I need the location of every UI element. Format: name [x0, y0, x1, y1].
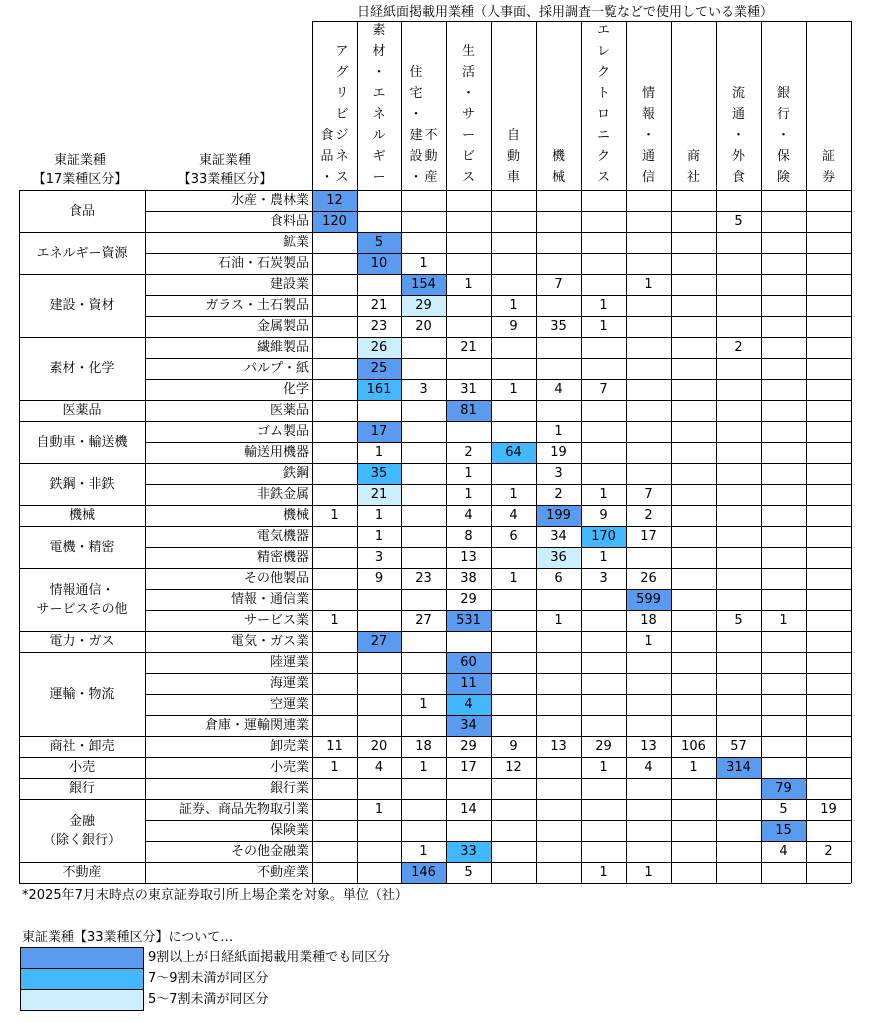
value-cell: 4	[779, 844, 788, 859]
value-cell: 106	[681, 739, 706, 754]
group-17-label	[19, 400, 145, 421]
industry-33-name: 空運業	[269, 697, 309, 712]
industry-33-name: 鉱業	[282, 235, 309, 250]
value-cell: 11	[326, 739, 343, 754]
value-cell: 36	[550, 550, 567, 565]
value-cell: 5	[779, 802, 788, 817]
header-17-title: 東証業種	[53, 153, 106, 168]
legend-title: 東証業種【33業種区分】について…	[22, 930, 234, 945]
industry-33-name: 非鉄金属	[256, 487, 309, 502]
value-cell: 1	[330, 760, 339, 775]
value-cell: 1	[419, 697, 428, 712]
value-cell: 27	[415, 613, 432, 628]
value-cell: 1	[599, 298, 608, 313]
group-17-label	[19, 652, 145, 736]
value-cell: 1	[419, 256, 428, 271]
value-cell: 29	[595, 739, 612, 754]
group-17-label	[19, 568, 145, 631]
group-17-label	[19, 862, 145, 883]
value-cell: 1	[330, 508, 339, 523]
footnote: *2025年7月末時点の東京証券取引所上場企業を対象。単位（社）	[22, 888, 408, 903]
value-cell: 199	[546, 508, 571, 523]
group-17-label-line: 電機・精密	[49, 539, 115, 555]
value-cell: 34	[460, 718, 477, 733]
column-header-trading	[671, 21, 716, 188]
value-cell: 1	[779, 613, 788, 628]
group-17-label-line: 自動車・輸送機	[36, 434, 128, 450]
industry-33-name: 保険業	[269, 823, 309, 838]
industry-33-name: 金属製品	[256, 319, 309, 334]
industry-33-name: 電気機器	[256, 529, 309, 544]
value-cell: 1	[374, 445, 384, 460]
group-17-label-line: 建設・資材	[49, 298, 115, 313]
column-header-line: 住 宅 ・ 建 設 ・	[409, 65, 423, 185]
value-cell: 13	[460, 550, 477, 565]
column-header-line: 証 券	[821, 149, 835, 185]
industry-33-name: 食料品	[269, 214, 309, 229]
column-header-agri	[312, 21, 357, 188]
value-cell: 5	[464, 865, 473, 880]
column-header-auto	[491, 21, 536, 188]
value-cell: 120	[322, 214, 347, 229]
value-cell: 1	[599, 319, 608, 334]
value-cell: 1	[509, 298, 518, 313]
industry-33-name: ガラス・土石製品	[205, 298, 309, 313]
column-header-line: エ レ ク ト ロ ニ ク ス	[596, 23, 610, 185]
industry-33-name: 鉄鋼	[282, 466, 309, 481]
value-cell: 17	[370, 424, 388, 439]
industry-33-name: ゴム製品	[256, 424, 309, 439]
value-cell: 1	[419, 844, 428, 859]
group-17-label-line: 電力・ガス	[49, 634, 115, 649]
header-33-subtitle: 【33業種区分】	[177, 172, 273, 187]
industry-33-name: 輸送用機器	[243, 445, 309, 460]
value-cell: 60	[460, 655, 477, 670]
value-cell: 15	[775, 823, 792, 838]
group-17-label-line: 運輸・物流	[49, 686, 115, 702]
value-cell: 1	[554, 613, 563, 628]
value-cell: 33	[460, 844, 477, 859]
group-17-label	[19, 505, 145, 526]
value-cell: 17	[460, 760, 477, 775]
group-17-label-line: 食品	[68, 203, 95, 219]
column-header-line: 素 材 ・ エ ネ ル ギ ー	[372, 23, 386, 185]
group-17-label-line: 素材・化学	[49, 361, 115, 376]
value-cell: 1	[374, 508, 384, 523]
industry-33-name: その他金融業	[230, 844, 309, 859]
value-cell: 4	[464, 697, 473, 712]
header-33-title: 東証業種	[198, 153, 251, 168]
value-cell: 2	[824, 844, 833, 859]
table-title: 日経紙面掲載用業種（人事面、採用調査一覧などで使用している業種）	[357, 5, 774, 20]
column-header-line: 自 動 車	[506, 128, 520, 185]
column-header-material	[357, 21, 401, 188]
value-cell: 599	[636, 592, 661, 607]
industry-33-name: 石油・石炭製品	[217, 256, 309, 271]
group-17-label-line: 鉄鋼・非鉄	[49, 476, 115, 492]
group-17-label-line: 情報通信・	[49, 582, 115, 598]
value-cell: 4	[509, 508, 518, 523]
value-cell: 6	[554, 571, 563, 586]
value-cell: 1	[599, 865, 608, 880]
value-cell: 2	[554, 487, 563, 502]
value-cell: 35	[370, 466, 388, 481]
value-cell: 4	[374, 760, 384, 775]
group-17-label-line: 小売	[68, 760, 95, 775]
value-cell: 2	[464, 445, 473, 460]
group-17-label	[19, 274, 145, 337]
legend-label-90: 9割以上が日経紙面掲載用業種でも同区分	[148, 950, 391, 965]
value-cell: 1	[464, 466, 473, 481]
value-cell: 7	[644, 487, 653, 502]
value-cell: 38	[460, 571, 477, 586]
value-cell: 1	[419, 760, 428, 775]
group-17-label-line: 不動産	[62, 865, 102, 880]
group-17-label	[19, 337, 145, 400]
industry-33-name: 水産・農林業	[230, 193, 309, 208]
group-17-label-line: 銀行	[68, 781, 95, 796]
value-cell: 19	[550, 445, 567, 460]
industry-33-name: 証券、商品先物取引業	[178, 802, 309, 817]
column-header-line: 食 品 ・	[320, 128, 334, 185]
value-cell: 35	[550, 319, 567, 334]
value-cell: 4	[644, 760, 653, 775]
group-17-label	[19, 631, 145, 652]
column-header-housing	[401, 21, 446, 188]
industry-33-name: 繊維製品	[256, 340, 309, 355]
value-cell: 1	[644, 634, 653, 649]
value-cell: 2	[734, 340, 743, 355]
value-cell: 1	[599, 550, 608, 565]
legend-swatch-50	[20, 989, 144, 1011]
industry-33-name: 電気・ガス業	[230, 634, 309, 649]
value-cell: 1	[464, 277, 473, 292]
value-cell: 12	[505, 760, 522, 775]
value-cell: 20	[370, 739, 388, 754]
value-cell: 170	[591, 529, 616, 544]
value-cell: 79	[775, 781, 792, 796]
value-cell: 18	[415, 739, 432, 754]
value-cell: 25	[370, 361, 388, 376]
group-17-label	[19, 799, 145, 862]
industry-33-name: 卸売業	[269, 739, 309, 754]
industry-33-name: 情報・通信業	[230, 592, 309, 607]
value-cell: 1	[599, 487, 608, 502]
value-cell: 9	[599, 508, 608, 523]
value-cell: 7	[599, 382, 608, 397]
value-cell: 146	[411, 865, 436, 880]
group-17-label	[19, 526, 145, 568]
column-header-line: 商 社	[686, 149, 700, 185]
value-cell: 13	[550, 739, 567, 754]
legend-swatch-70	[20, 968, 144, 990]
value-cell: 154	[411, 277, 436, 292]
column-header-line: 情 報 ・ 通 信	[641, 86, 655, 185]
value-cell: 27	[370, 634, 388, 649]
group-17-label-line: 金融	[68, 813, 95, 829]
group-17-label	[19, 778, 145, 799]
group-17-label-line: 商社・卸売	[49, 739, 115, 754]
group-17-label	[19, 421, 145, 463]
value-cell: 18	[640, 613, 657, 628]
value-cell: 1	[509, 571, 518, 586]
value-cell: 9	[509, 319, 518, 334]
industry-33-name: 化学	[282, 382, 309, 397]
industry-33-name: 陸運業	[269, 655, 309, 670]
group-17-label	[19, 736, 145, 757]
column-header-retail	[716, 21, 761, 188]
group-17-label-line: 医薬品	[62, 403, 102, 418]
value-cell: 14	[460, 802, 477, 817]
value-cell: 1	[464, 487, 473, 502]
value-cell: 1	[374, 529, 384, 544]
group-17-label-line: エネルギー資源	[36, 245, 128, 261]
column-header-info	[626, 21, 671, 188]
industry-33-name: 機械	[282, 508, 309, 523]
header-17-category	[20, 151, 140, 189]
industry-33-name: パルプ・紙	[243, 361, 309, 376]
value-cell: 1	[509, 487, 518, 502]
group-17-label-line: サービスその他	[36, 601, 128, 617]
value-cell: 161	[366, 382, 392, 397]
value-cell: 1	[599, 760, 608, 775]
value-cell: 17	[640, 529, 657, 544]
value-cell: 5	[374, 235, 384, 250]
industry-33-name: 精密機器	[256, 550, 309, 565]
industry-33-name: 倉庫・運輸関連業	[204, 718, 309, 733]
value-cell: 1	[644, 865, 653, 880]
column-header-line: 銀 行 ・ 保 険	[776, 86, 790, 185]
column-header-sec	[806, 21, 851, 188]
column-header-line: 生 活 ・ サ ー ビ ス	[461, 44, 475, 185]
value-cell: 19	[820, 802, 837, 817]
value-cell: 3	[599, 571, 608, 586]
legend-swatch-90	[20, 947, 144, 969]
value-cell: 57	[730, 739, 747, 754]
value-cell: 12	[326, 193, 343, 208]
value-cell: 314	[726, 760, 751, 775]
header-17-subtitle: 【17業種区分】	[32, 172, 128, 187]
value-cell: 13	[640, 739, 657, 754]
column-header-line: ア グ リ ビ ジ ネ ス	[335, 44, 349, 185]
industry-33-name: 海運業	[269, 676, 309, 691]
value-cell: 1	[330, 613, 339, 628]
value-cell: 1	[509, 382, 518, 397]
value-cell: 26	[640, 571, 657, 586]
industry-33-name: 建設業	[269, 277, 309, 292]
value-cell: 7	[554, 277, 563, 292]
group-17-label	[19, 190, 145, 232]
value-cell: 1	[689, 760, 698, 775]
value-cell: 21	[370, 298, 388, 313]
header-33-category	[165, 151, 285, 189]
value-cell: 1	[554, 424, 563, 439]
column-header-machine	[536, 21, 581, 188]
industry-33-name: 医薬品	[269, 403, 309, 418]
value-cell: 23	[415, 571, 432, 586]
value-cell: 3	[554, 466, 563, 481]
value-cell: 5	[734, 214, 743, 229]
value-cell: 4	[464, 508, 473, 523]
value-cell: 3	[419, 382, 428, 397]
value-cell: 4	[554, 382, 563, 397]
group-17-label	[19, 463, 145, 505]
value-cell: 8	[464, 529, 473, 544]
value-cell: 3	[374, 550, 384, 565]
value-cell: 81	[460, 403, 477, 418]
value-cell: 531	[456, 613, 481, 628]
group-17-label-line: 機械	[68, 508, 95, 523]
value-cell: 9	[509, 739, 518, 754]
industry-33-name: 小売業	[269, 760, 309, 775]
value-cell: 29	[415, 298, 432, 313]
value-cell: 10	[370, 256, 388, 271]
group-17-label-line: （除く銀行）	[42, 832, 121, 848]
value-cell: 31	[460, 382, 477, 397]
value-cell: 26	[370, 340, 388, 355]
column-header-life	[446, 21, 491, 188]
legend-label-70: 7～9割未満が同区分	[148, 971, 269, 986]
group-17-label	[19, 232, 145, 274]
value-cell: 29	[460, 739, 477, 754]
value-cell: 9	[374, 571, 384, 586]
value-cell: 2	[644, 508, 653, 523]
column-header-elec	[581, 21, 626, 188]
value-cell: 64	[505, 445, 522, 460]
value-cell: 23	[370, 319, 388, 334]
column-header-bank	[761, 21, 806, 188]
group-17-label	[19, 757, 145, 778]
industry-33-name: 不動産業	[256, 865, 309, 880]
value-cell: 34	[550, 529, 567, 544]
column-header-line: 流 通 ・ 外 食	[731, 86, 745, 185]
value-cell: 29	[460, 592, 477, 607]
value-cell: 1	[644, 277, 653, 292]
value-cell: 20	[415, 319, 432, 334]
value-cell: 11	[460, 676, 477, 691]
legend-label-50: 5～7割未満が同区分	[148, 992, 269, 1007]
value-cell: 21	[460, 340, 477, 355]
industry-33-name: サービス業	[243, 613, 309, 628]
value-cell: 1	[374, 802, 384, 817]
value-cell: 5	[734, 613, 743, 628]
industry-33-name: その他製品	[243, 571, 309, 586]
column-header-line: 機 械	[551, 149, 565, 185]
value-cell: 6	[509, 529, 518, 544]
column-header-line: 不 動 産	[424, 128, 438, 185]
value-cell: 21	[370, 487, 388, 502]
industry-33-name: 銀行業	[269, 781, 309, 796]
